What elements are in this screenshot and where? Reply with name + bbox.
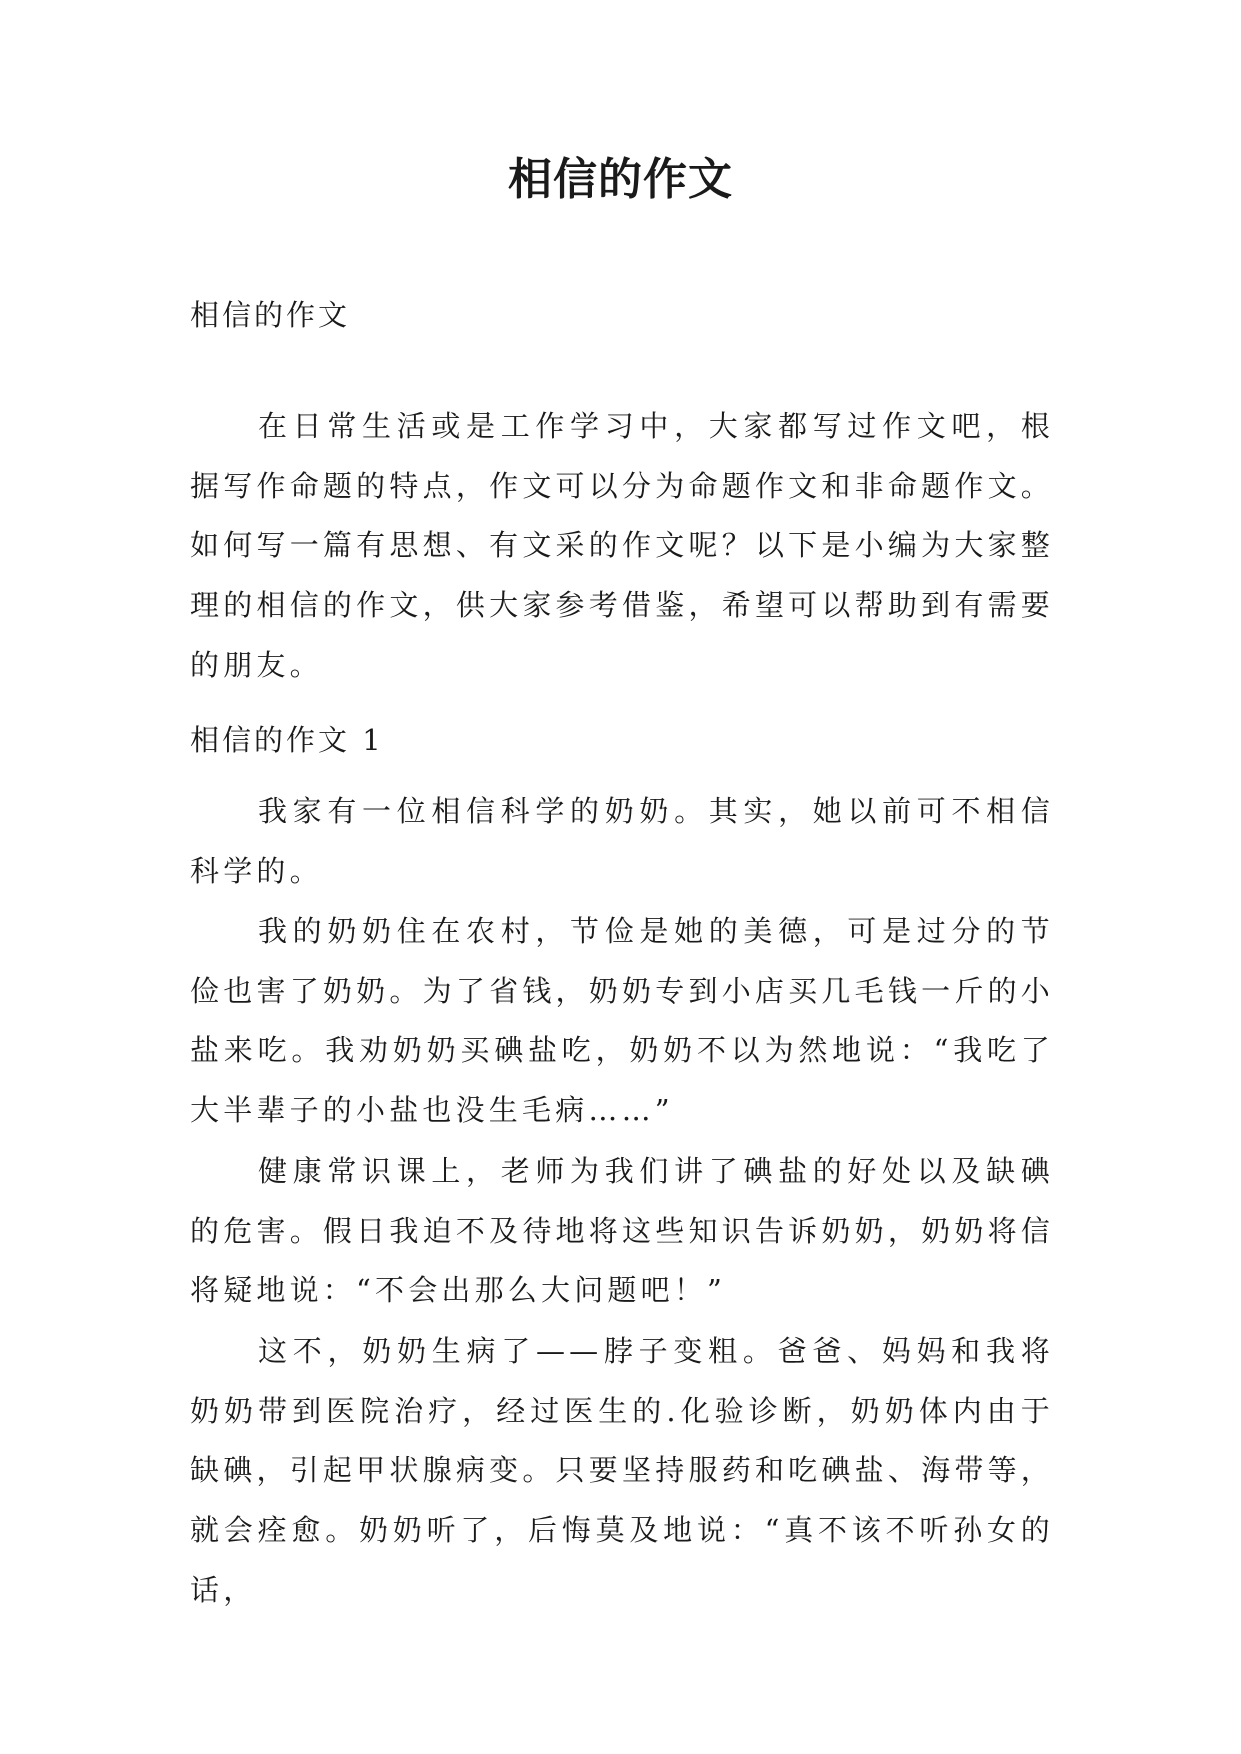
body-paragraph: 我家有一位相信科学的奶奶。其实，她以前可不相信科学的。 [190,794,1054,888]
intro-paragraph: 在日常生活或是工作学习中，大家都写过作文吧，根据写作命题的特点，作文可以分为命题作文和非命题作文。如何写一篇有思想、有文采的作文呢？以下是小编为大家整理的相信的作文，供大家参考借鉴，希望可以帮助到有需要的朋友。 [190,409,1054,682]
document-title: 相信的作文 [508,154,733,205]
body-paragraph: 我的奶奶住在农村，节俭是她的美德，可是过分的节俭也害了奶奶。为了省钱，奶奶专到小店买几毛钱一斤的小盐来吃。我劝奶奶买碘盐吃，奶奶不以为然地说：“我吃了大半辈子的小盐也没生毛病……” [190,914,1054,1128]
body-paragraph: 这不，奶奶生病了——脖子变粗。爸爸、妈妈和我将奶奶带到医院治疗，经过医生的.化验诊断，奶奶体内由于缺碘，引起甲状腺病变。只要坚持服药和吃碘盐、海带等，就会痊愈。奶奶听了，后悔莫及地说：“真不该不听孙女的话， [190,1334,1054,1607]
section-heading: 相信的作文 1 [190,723,384,757]
document-subtitle: 相信的作文 [190,298,351,332]
body-paragraph: 健康常识课上，老师为我们讲了碘盐的好处以及缺碘的危害。假日我迫不及待地将这些知识告诉奶奶，奶奶将信将疑地说：“不会出那么大问题吧！” [190,1154,1054,1308]
